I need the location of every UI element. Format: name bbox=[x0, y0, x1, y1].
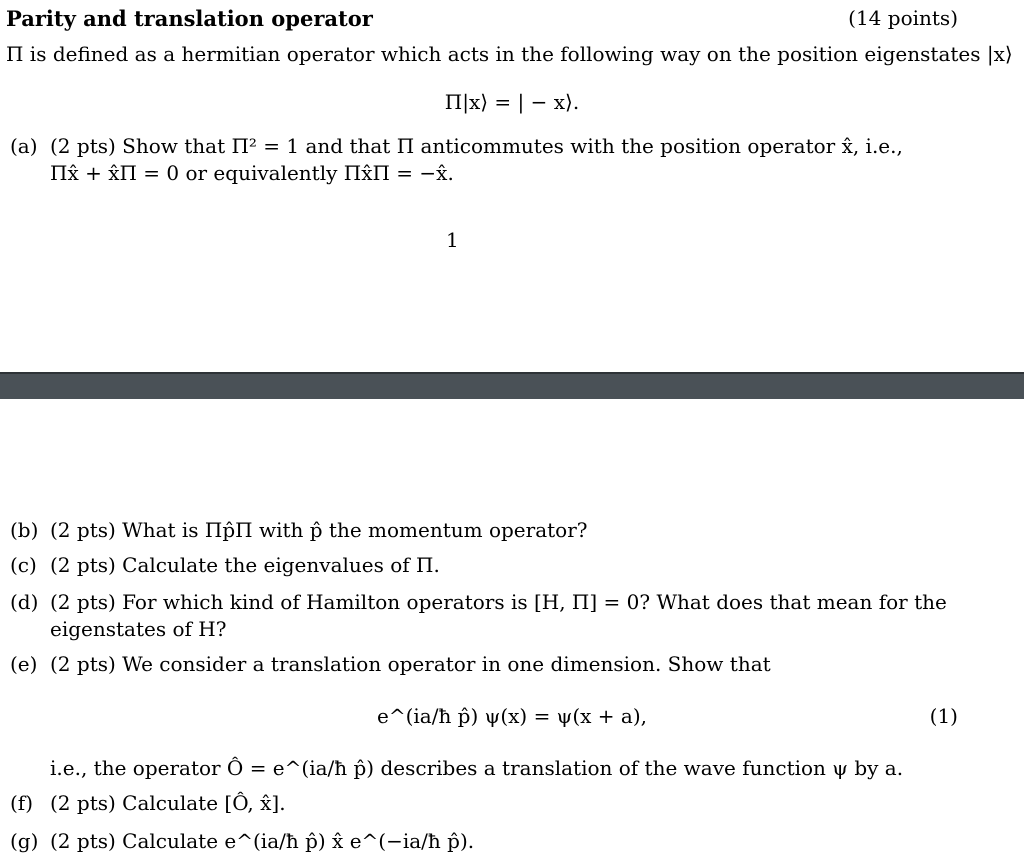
intro-text: Π is defined as a hermitian operator which acts in the following way on the position eigenstates |x⟩ bbox=[6, 42, 1013, 66]
section-title: Parity and translation operator bbox=[6, 6, 373, 31]
parity-equation: Π|x⟩ = | − x⟩. bbox=[444, 90, 580, 114]
part-c-label: (c) bbox=[10, 553, 37, 577]
part-c-text: (2 pts) Calculate the eigenvalues of Π. bbox=[50, 553, 440, 577]
part-d-label: (d) bbox=[10, 590, 39, 614]
part-a-line2: Πx̂ + x̂Π = 0 or equivalently Πx̂Π = −x̂. bbox=[50, 161, 454, 185]
part-b-text: (2 pts) What is Πp̂Π with p̂ the momentum operator? bbox=[50, 518, 588, 542]
points-label: (14 points) bbox=[848, 6, 958, 30]
part-d-line2: eigenstates of H? bbox=[50, 617, 227, 641]
part-e-after: i.e., the operator Ô = e^(ia/ħ p̂) describes a translation of the wave function ψ by a. bbox=[50, 756, 904, 780]
part-d-line1: (2 pts) For which kind of Hamilton operators is [H, Π] = 0? What does that mean for the bbox=[50, 590, 947, 614]
page-number: 1 bbox=[446, 228, 459, 252]
page-divider bbox=[0, 374, 1024, 399]
part-f-label: (f) bbox=[10, 791, 34, 815]
part-e-text: (2 pts) We consider a translation operator in one dimension. Show that bbox=[50, 652, 771, 676]
part-g-label: (g) bbox=[10, 829, 39, 853]
part-f-text: (2 pts) Calculate [Ô, x̂]. bbox=[50, 791, 286, 815]
part-b-label: (b) bbox=[10, 518, 39, 542]
part-g-text: (2 pts) Calculate e^(ia/ħ p̂) x̂ e^(−ia/ħ p̂). bbox=[50, 829, 475, 853]
translation-equation: e^(ia/ħ p̂) ψ(x) = ψ(x + a), bbox=[376, 704, 648, 728]
part-e-label: (e) bbox=[10, 652, 38, 676]
equation-number: (1) bbox=[929, 704, 958, 728]
part-a-line1: (2 pts) Show that Π² = 1 and that Π anticommutes with the position operator x̂, i.e., bbox=[50, 134, 903, 158]
part-a-label: (a) bbox=[10, 134, 38, 158]
